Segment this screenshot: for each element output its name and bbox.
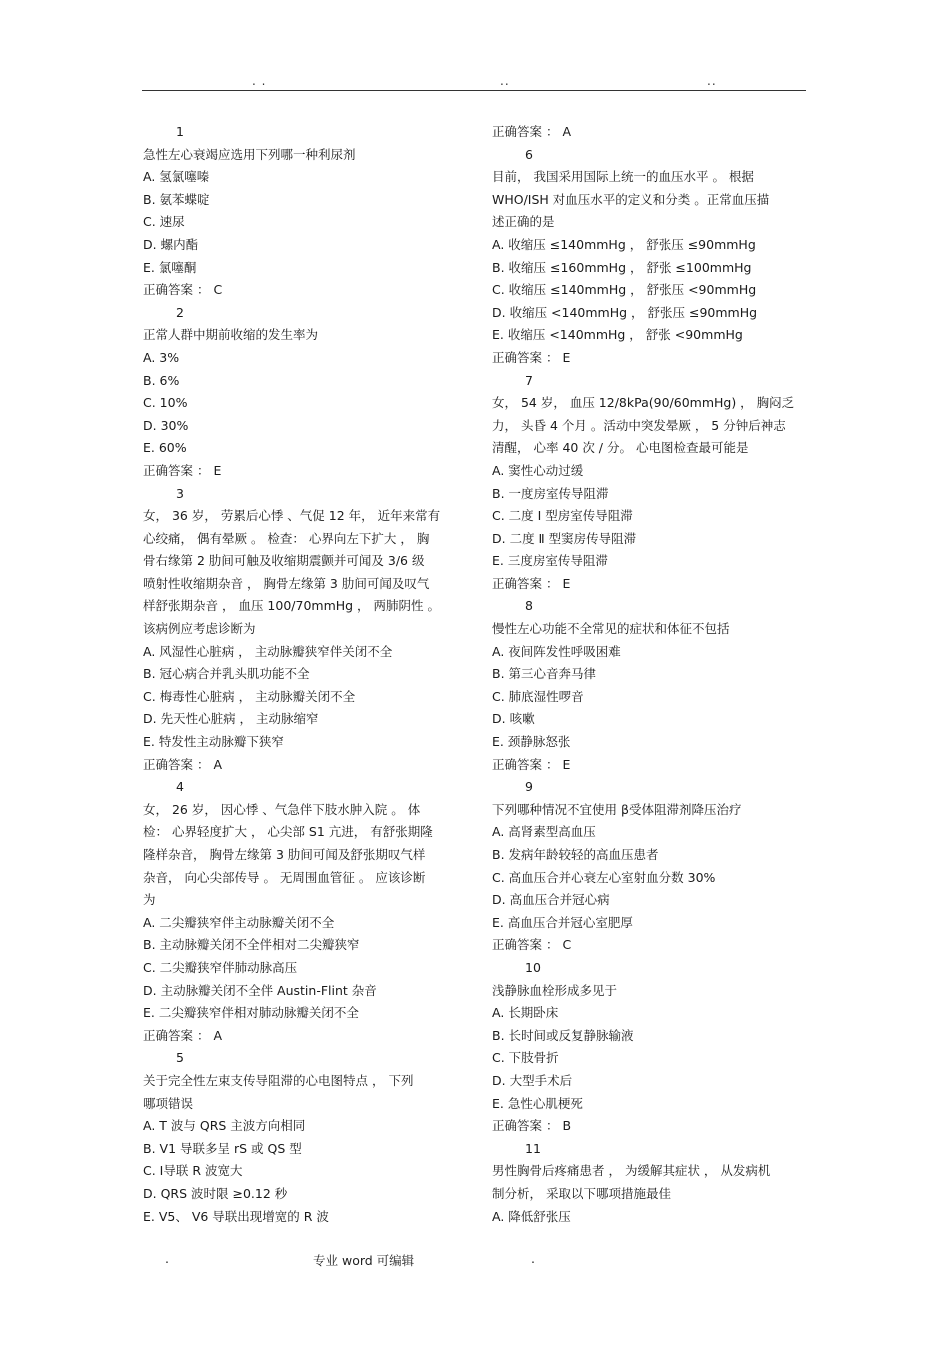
correct-answer: 正确答案 ： E: [492, 756, 571, 772]
question-text: 慢性左心功能不全常见的症状和体征不包括: [492, 621, 730, 637]
question-text: 心绞痛， 偶有晕厥 。 检查： 心界向左下扩大 ， 胸: [143, 530, 430, 546]
answer-option: D. 30%: [143, 417, 189, 433]
answer-option: D. 主动脉瓣关闭不全伴 Austin-Flint 杂音: [143, 982, 377, 998]
question-text: 该病例应考虑诊断为: [143, 621, 256, 637]
question-text: 女， 26 岁， 因心悸 、气急伴下肢水肿入院 。 体: [143, 801, 421, 817]
footer-dot-left: .: [165, 1251, 169, 1266]
answer-option: E. 特发性主动脉瓣下狭窄: [143, 734, 284, 750]
question-text: 为: [143, 892, 156, 908]
answer-option: B. 氨苯蝶啶: [143, 191, 210, 207]
answer-option: C. 10%: [143, 395, 188, 411]
answer-option: A. 3%: [143, 349, 180, 365]
answer-option: C. 高血压合并心衰左心室射血分数 30%: [492, 869, 716, 885]
answer-option: C. 二尖瓣狭窄伴肺动脉高压: [143, 959, 298, 975]
answer-option: E. 收缩压 <140mmHg ， 舒张 <90mmHg: [492, 327, 743, 343]
question-number: 8: [525, 598, 533, 614]
question-text: 下列哪种情况不宜使用 β受体阻滞剂降压治疗: [492, 801, 742, 817]
answer-option: B. V1 导联多呈 rS 或 QS 型: [143, 1140, 302, 1156]
answer-option: D. 咳嗽: [492, 711, 535, 727]
correct-answer: 正确答案 ： C: [492, 937, 572, 953]
question-number: 9: [525, 779, 533, 795]
answer-option: D. 收缩压 <140mmHg ， 舒张压 ≤90mmHg: [492, 304, 758, 320]
question-text: 正常人群中期前收缩的发生率为: [143, 327, 319, 343]
question-text: 样舒张期杂音 ， 血压 100/70mmHg ， 两肺阴性 。: [143, 598, 441, 614]
answer-option: D. 二度 Ⅱ 型窦房传导阻滞: [492, 530, 637, 546]
correct-answer: 正确答案 ： E: [492, 349, 571, 365]
answer-option: C. 梅毒性心脏病 ， 主动脉瓣关闭不全: [143, 688, 356, 704]
answer-option: A. 风湿性心脏病 ， 主动脉瓣狭窄伴关闭不全: [143, 643, 393, 659]
question-text: 女， 36 岁， 劳累后心悸 、气促 12 年， 近年来常有: [143, 508, 441, 524]
correct-answer: 正确答案 ： A: [143, 1027, 222, 1043]
question-text: 女， 54 岁， 血压 12/8kPa(90/60mmHg) ， 胸闷乏: [492, 395, 795, 411]
answer-option: A. 高肾素型高血压: [492, 824, 596, 840]
answer-option: C. 下肢骨折: [492, 1050, 559, 1066]
header-mark-mid: ..: [500, 74, 510, 88]
question-text: 急性左心衰竭应选用下列哪一种利尿剂: [143, 146, 356, 162]
question-text: 力， 头昏 4 个月 。活动中突发晕厥 ， 5 分钟后神志: [492, 417, 786, 433]
question-number: 11: [525, 1140, 541, 1156]
header-mark-right: ..: [707, 74, 717, 88]
answer-option: E. 高血压合并冠心室肥厚: [492, 914, 633, 930]
question-text: 男性胸骨后疼痛患者 ， 为缓解其症状 ， 从发病机: [492, 1163, 771, 1179]
answer-option: C. 速尿: [143, 214, 185, 230]
header-rule: [142, 90, 806, 91]
question-text: 目前， 我国采用国际上统一的血压水平 。 根据: [492, 169, 754, 185]
answer-option: B. 一度房室传导阻滞: [492, 485, 609, 501]
left-column: [143, 121, 461, 1228]
correct-answer: 正确答案 ： B: [492, 1118, 572, 1134]
question-text: 制分析， 采取以下哪项措施最佳: [492, 1185, 671, 1201]
answer-option: C. 肺底湿性啰音: [492, 688, 584, 704]
answer-option: A. 氢氯噻嗪: [143, 169, 210, 185]
answer-option: A. 收缩压 ≤140mmHg ， 舒张压 ≤90mmHg: [492, 236, 756, 252]
answer-option: D. 先天性心脏病 ， 主动脉缩窄: [143, 711, 319, 727]
answer-option: C. 二度 Ⅰ 型房室传导阻滞: [492, 508, 633, 524]
answer-option: D. QRS 波时限 ≥0.12 秒: [143, 1185, 288, 1201]
answer-option: A. 降低舒张压: [492, 1208, 571, 1224]
question-text: 清醒， 心率 40 次 / 分。 心电图检查最可能是: [492, 440, 749, 456]
answer-option: D. 高血压合并冠心病: [492, 892, 610, 908]
question-text: 述正确的是: [492, 214, 555, 230]
answer-option: A. 夜间阵发性呼吸困难: [492, 643, 621, 659]
answer-option: E. 二尖瓣狭窄伴相对肺动脉瓣关闭不全: [143, 1005, 359, 1021]
question-number: 2: [176, 304, 184, 320]
question-number: 4: [176, 779, 184, 795]
question-number: 1: [176, 124, 184, 139]
correct-answer: 正确答案 ： E: [492, 575, 571, 591]
correct-answer: 正确答案 ： E: [143, 462, 222, 478]
footer-text: 专业 word 可编辑: [313, 1253, 415, 1268]
header-mark-left: . .: [252, 74, 267, 88]
question-number: 6: [525, 146, 533, 162]
correct-answer: 正确答案 ： C: [143, 282, 223, 298]
question-text: WHO/ISH 对血压水平的定义和分类 。正常血压描: [492, 191, 770, 207]
question-text: 杂音， 向心尖部传导 。 无周围血管征 。 应该诊断: [143, 869, 426, 885]
correct-answer: 正确答案 ： A: [143, 756, 222, 772]
right-column: [492, 121, 810, 1228]
question-number: 10: [525, 959, 541, 975]
answer-option: D. 螺内酯: [143, 236, 199, 252]
answer-option: C. Ⅰ导联 R 波宽大: [143, 1163, 243, 1179]
footer-dot-right: .: [531, 1251, 535, 1266]
answer-option: B. 冠心病合并乳头肌功能不全: [143, 666, 310, 682]
answer-option: B. 主动脉瓣关闭不全伴相对二尖瓣狭窄: [143, 937, 360, 953]
question-number: 3: [176, 485, 184, 501]
question-number: 5: [176, 1050, 184, 1066]
answer-option: B. 发病年龄较轻的高血压患者: [492, 847, 659, 862]
answer-option: A. 长期卧床: [492, 1005, 559, 1021]
question-number: 7: [525, 372, 533, 388]
answer-option: B. 长时间或反复静脉输液: [492, 1027, 634, 1043]
answer-option: A. 二尖瓣狭窄伴主动脉瓣关闭不全: [143, 914, 335, 930]
question-text: 隆样杂音， 胸骨左缘第 3 肋间可闻及舒张期叹气样: [143, 847, 426, 862]
answer-option: E. 氯噻酮: [143, 259, 197, 275]
question-text: 哪项错误: [143, 1095, 194, 1111]
answer-option: C. 收缩压 ≤140mmHg ， 舒张压 <90mmHg: [492, 282, 757, 298]
question-text: 骨右缘第 2 肋间可触及收缩期震颤并可闻及 3/6 级: [143, 553, 425, 569]
question-text: 关于完全性左束支传导阻滞的心电图特点 ， 下列: [143, 1072, 414, 1088]
answer-option: B. 第三心音奔马律: [492, 666, 597, 682]
question-text: 检： 心界轻度扩大 ， 心尖部 S1 亢进， 有舒张期隆: [143, 824, 433, 840]
answer-option: E. V5、 V6 导联出现增宽的 R 波: [143, 1208, 329, 1224]
answer-option: E. 三度房室传导阻滞: [492, 553, 608, 569]
question-text: 喷射性收缩期杂音 ， 胸骨左缘第 3 肋间可闻及叹气: [143, 575, 430, 591]
answer-option: E. 60%: [143, 440, 187, 456]
correct-answer: 正确答案 ： A: [492, 124, 571, 139]
answer-option: A. T 波与 QRS 主波方向相同: [143, 1118, 306, 1134]
answer-option: E. 急性心肌梗死: [492, 1095, 583, 1111]
answer-option: B. 6%: [143, 372, 180, 388]
answer-option: E. 颈静脉怒张: [492, 734, 571, 750]
answer-option: D. 大型手术后: [492, 1072, 573, 1088]
question-text: 浅静脉血栓形成多见于: [492, 982, 618, 998]
answer-option: A. 窦性心动过缓: [492, 462, 584, 478]
answer-option: B. 收缩压 ≤160mmHg ， 舒张 ≤100mmHg: [492, 259, 752, 275]
